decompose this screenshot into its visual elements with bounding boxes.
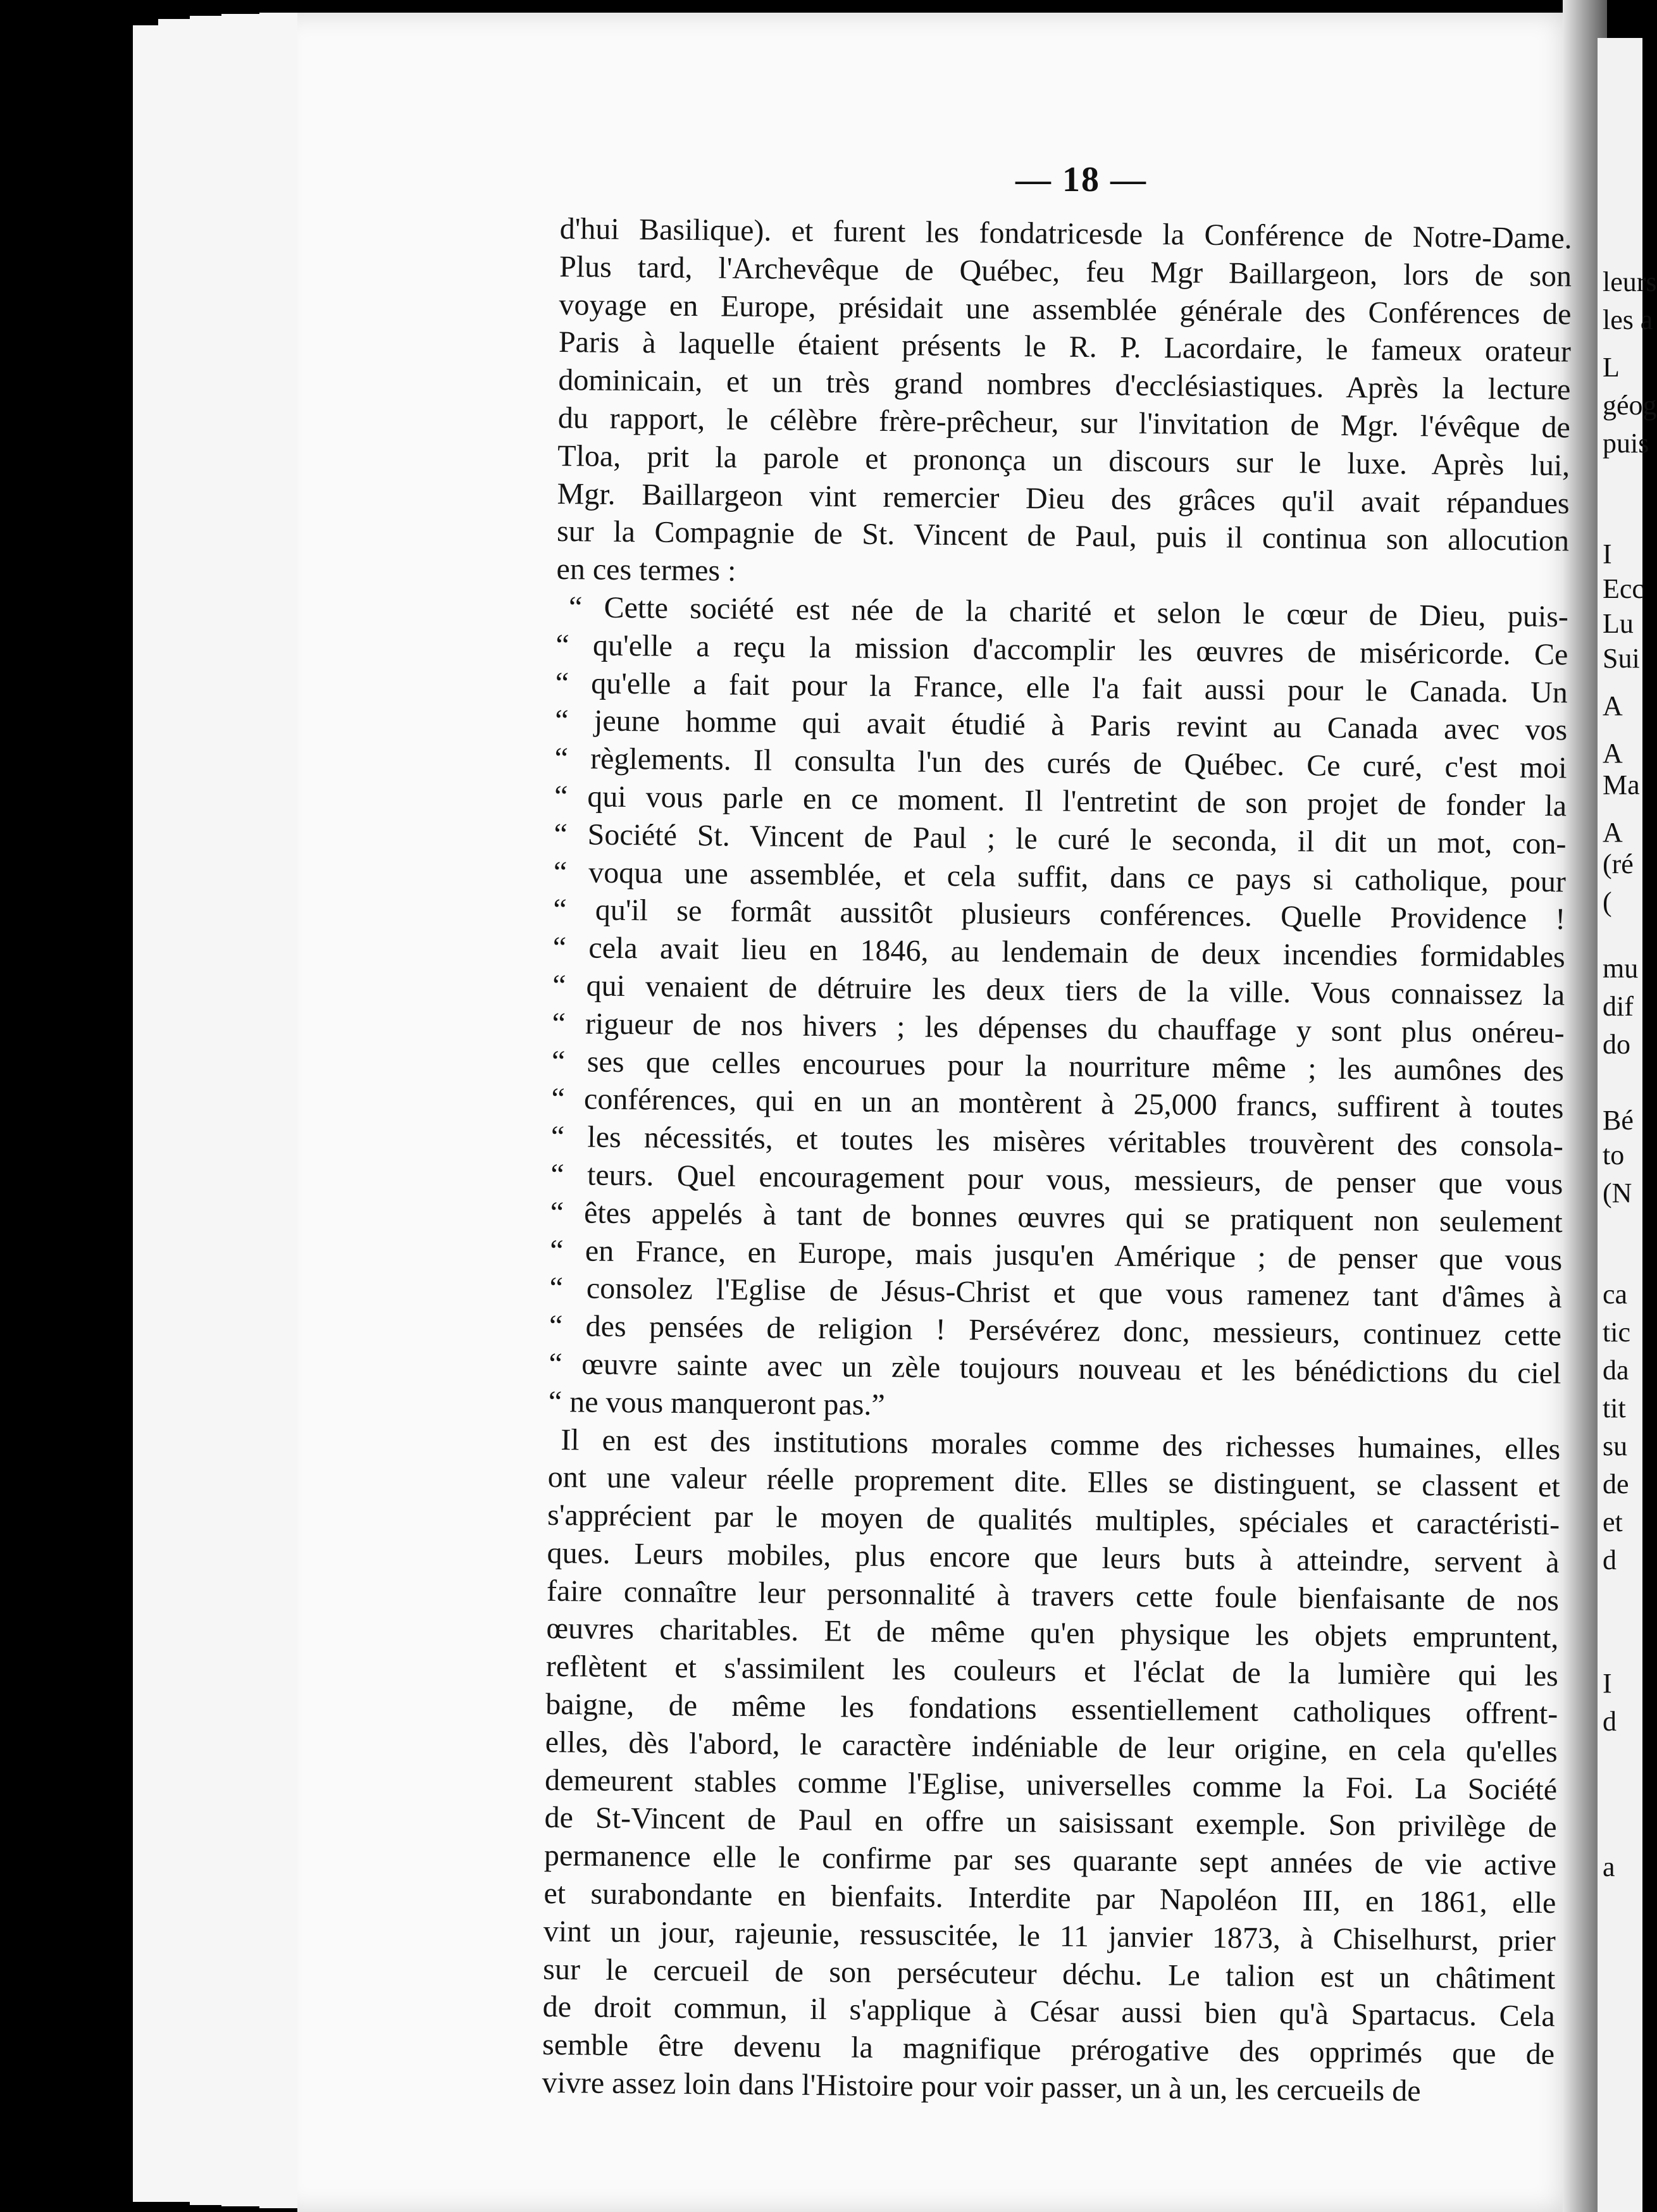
text-line: “ en France, en Europe, mais jusqu'en Amérique ; de penser que vous [549,1233,1563,1277]
facing-page-text-fragment: ( [1603,886,1612,917]
text-line: “ voqua une assemblée, et cela suffit, dans ce pays si catholique, pour [553,855,1567,898]
page-body-text [542,210,1572,2111]
facing-page-text-fragment: et [1603,1507,1623,1538]
text-line: vint un jour, rajeunie, ressuscitée, le 11 janvier 1873, à Chiselhurst, prier [543,1914,1556,1958]
facing-page-text-fragment: géog [1603,390,1657,421]
text-line: “ rigueur de nos hivers ; les dépenses du chauffage y sont plus onéreu- [552,1006,1565,1050]
text-line: vivre assez loin dans l'Histoire pour voir passer, un à un, les cercueils de [542,2065,1421,2108]
facing-page-text-fragment: I [1603,1668,1612,1699]
paragraph-1 [556,210,1572,598]
text-line: “ qu'elle a reçu la mission d'accomplir les œuvres de miséricorde. Ce [555,628,1568,672]
facing-page-text-fragment: d [1603,1706,1617,1737]
text-line: “ Cette société est née de la charité et selon le cœur de Dieu, puis- [568,590,1569,634]
text-line: “ règlements. Il consulta l'un des curés de Québec. Ce curé, c'est moi [554,742,1567,785]
facing-page-text-fragment: I [1603,538,1612,569]
facing-page-text-fragment: do [1603,1029,1630,1060]
text-line: “ conférences, qui en un an montèrent à 25,000 francs, suffirent à toutes [551,1082,1564,1126]
facing-page-text-fragment: to [1603,1140,1625,1171]
facing-page-text-fragment: (N [1603,1177,1632,1209]
text-line: “ qu'il se formât aussitôt plusieurs conférences. Quelle Providence ! [553,893,1566,936]
facing-page-text-fragment: A [1603,817,1623,848]
text-line: en ces termes : [556,552,736,588]
text-line: et surabondante en bienfaits. Interdite par Napoléon III, en 1861, elle [543,1876,1556,1920]
text-line: “ jeune homme qui avait étudié à Paris revint au Canada avec vos [555,704,1568,747]
facing-page-text-fragment: mu [1603,953,1639,984]
facing-page-text-fragment: Ecc [1603,573,1644,604]
text-line: Tloa, prit la parole et prononça un discours sur le luxe. Après lui, [557,438,1570,483]
text-line: “ les nécessités, et toutes les misères véritables trouvèrent des consola- [550,1120,1564,1164]
text-line: ques. Leurs mobiles, plus encore que leurs buts à atteindre, servent à [547,1536,1560,1580]
facing-page-text-fragment: leurs [1603,266,1657,297]
facing-page-text-fragment: (ré [1603,848,1634,879]
text-line: semble être devenu la magnifique prérogative des opprimés que de [542,2028,1555,2072]
text-line: “ consolez l'Eglise de Jésus-Christ et que vous ramenez tant d'âmes à [549,1271,1562,1315]
facing-page-text-fragment: da [1603,1355,1629,1386]
text-line: sur la Compagnie de St. Vincent de Paul, puis il continua son allocution [556,514,1570,558]
facing-page-text-fragment: su [1603,1431,1628,1462]
text-line: de St-Vincent de Paul en offre un saisissant exemple. Son privilège de [544,1801,1557,1844]
facing-page-text-fragment: ca [1603,1279,1628,1310]
page-number: — 18 — [1015,160,1147,199]
facing-page-text-fragment: tit [1603,1393,1626,1424]
text-line: voyage en Europe, présidait une assemblée générale des Conférences de [559,287,1572,331]
text-line: “ qui venaient de détruire les deux tiers de la ville. Vous connaissez la [552,968,1565,1012]
facing-page-text-fragment: a [1603,1851,1615,1882]
text-line: Il en est des institutions morales comme des richesses humaines, elles [561,1422,1561,1466]
text-line: elles, dès l'abord, le caractère indéniable de leur origine, en cela qu'elles [545,1725,1558,1769]
facing-page-text-fragment: de [1603,1469,1629,1500]
text-line: œuvres charitables. Et de même qu'en physique les objets empruntent, [546,1612,1559,1655]
text-line: dominicain, et un très grand nombres d'ecclésiastiques. Après la lecture [558,363,1571,407]
text-line: “ ses que celles encourues pour la nourriture même ; les aumônes des [551,1044,1565,1088]
text-line: sur le cercueil de son persécuteur déchu. Le talion est un châtiment [543,1952,1556,1996]
text-line: baigne, de même les fondations essentiellement catholiques offrent- [545,1687,1558,1731]
facing-page-text-fragment: Sui [1603,643,1640,674]
text-line: faire connaître leur personnalité à travers cette foule bienfaisante de nos [546,1574,1560,1617]
text-line: “ des pensées de religion ! Persévérez donc, messieurs, continuez cette [549,1309,1562,1353]
facing-page-text-fragment: Bé [1603,1105,1634,1136]
text-line: “ qui vous parle en ce moment. Il l'entretint de son projet de fonder la [554,779,1567,823]
text-line: “ cela avait lieu en 1846, au lendemain de deux incendies formidables [552,931,1565,974]
text-line: “ ne vous manqueront pas.” [548,1384,885,1422]
text-line: du rapport, le célèbre frère-prêcheur, sur l'invitation de Mgr. l'évêque de [557,401,1571,445]
text-line: ont une valeur réelle proprement dite. Elles se distinguent, se classent et [547,1460,1560,1504]
text-line: demeurent stables comme l'Eglise, universelles comme la Foi. La Société [544,1763,1558,1806]
facing-page-fragment [1598,38,1657,2212]
text-line: “ êtes appelés à tant de bonnes œuvres qui se pratiquent non seulement [550,1195,1563,1240]
facing-page-text-fragment: dif [1603,991,1634,1022]
text-line: “ teurs. Quel encouragement pour vous, messieurs, de penser que vous [550,1157,1563,1202]
text-line: permanence elle le confirme par ses quarante sept années de vie active [543,1839,1557,1882]
facing-page-text-fragment: les a [1603,304,1653,335]
facing-page-text-fragment: Ma [1603,769,1640,800]
paragraph-2 [542,1420,1560,2111]
facing-page-text-fragment: Lu [1603,608,1634,639]
text-line: Paris à laquelle étaient présents le R. P. Lacordaire, le fameux orateur [558,325,1572,369]
quoted-speech [549,588,1569,1431]
text-line: “ qu'elle a fait pour la France, elle l'a fait aussi pour le Canada. Un [555,666,1568,709]
text-line: reflètent et s'assimilent les couleurs et l'éclat de la lumière qui les [545,1650,1559,1693]
text-line: d'hui Basilique). et furent les fondatricesde la Conférence de Notre-Dame. [559,211,1572,256]
text-line: “ Société St. Vincent de Paul ; le curé le seconda, il dit un mot, con- [554,817,1567,861]
text-line: Plus tard, l'Archevêque de Québec, feu Mgr Baillargeon, lors de son [559,249,1572,294]
text-line: de droit commun, il s'applique à César aussi bien qu'à Spartacus. Cela [542,1990,1555,2034]
facing-page-text-fragment: L [1603,352,1620,383]
facing-page-text-fragment: A [1603,738,1623,769]
facing-page-text-fragment: d [1603,1544,1617,1575]
facing-page-text-fragment: A [1603,690,1623,721]
facing-page-text-fragment: puis [1603,428,1649,459]
text-line: s'apprécient par le moyen de qualités multiples, spéciales et caractéristi- [547,1498,1560,1542]
facing-page-text-fragment: tic [1603,1317,1630,1348]
text-line: “ œuvre sainte avec un zèle toujours nouveau et les bénédictions du ciel [549,1346,1561,1391]
text-line: Mgr. Baillargeon vint remercier Dieu des grâces qu'il avait répandues [557,476,1570,520]
